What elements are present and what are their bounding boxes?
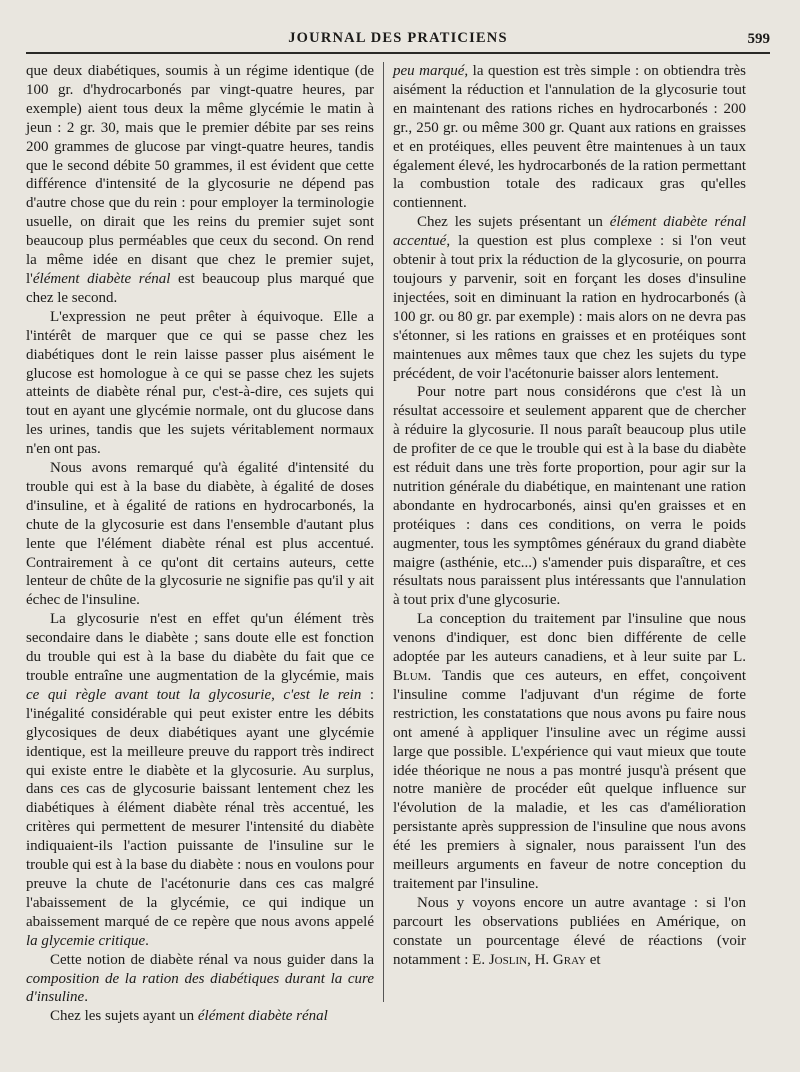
paragraph: [393, 894, 746, 970]
text-run: Nous y voyons encore un autre avantage : si l'on parcourt les observations publiées en Amérique, on constate un pourcentage élevé de réactions (voir notamment : E.: [393, 894, 746, 968]
text-run: .: [84, 989, 88, 1006]
text-run: , la question est très simple : on obtiendra très aisément la réduction et l'annulation de la glycosurie tout en maintenant des rations riches en hydrocarbonés : 200 gr., 250 gr. ou même 300 gr. Quant aux rations en graisses et en protéiques, elles peuvent être maintenues à un taux également élevé, les hydrocarbonés de la ration permettant la combustion totale des radicaux gras qu'elles contiennent.: [393, 63, 746, 212]
italic-term: ce qui règle avant tout la glycosurie, c'est le rein: [26, 686, 362, 703]
text-run: Chez les sujets présentant un: [417, 214, 610, 231]
text-run: . Tandis que ces auteurs, en effet, conçoivent l'insuline comme l'adjuvant d'un régime de forte restriction, les constatations que nous avons pu faire nous ont amené à appliquer l'insuline avec un régime aussi large que possible. L'expérience qui vaut mieux que toute idée théorique ne nous a pas montré jusqu'à présent que notre manière de procéder eût quelque influence sur l'évolution de la maladie, et les cas d'amélioration persistante après suppression de l'insuline que nous avons été les premiers à signaler, nous paraissent l'un des meilleurs arguments en faveur de notre conception du traitement par l'insuline.: [393, 668, 746, 892]
paragraph: Nous avons remarqué qu'à égalité d'intensité du trouble qui est à la base du diabète, à égalité de doses d'insuline, et à égalité de rations en hydrocarbonés, la chute de la glycosurie est dans l'ensemble d'autant plus lente que l'élément diabète rénal est plus accentué. Contrairement à ce qu'ont dit certains auteurs, cette lenteur de chûte de la glycosurie ne signifie pas qu'il y ait échec de l'insuline.: [26, 460, 374, 609]
header-rule: [26, 52, 770, 54]
text-run: : l'inégalité considérable qui peut exister entre les débits glycosiques de deux diabétiques ayant une glycémie identique, est la meilleure preuve du rapport très indirect qui existe entre le diabète et la glycosurie. Au surplus, dans ces cas de glycosurie baissant lentement chez les diabétiques à élément diabète rénal très accentué, les critères qui permettent de mesurer l'intensité du diabète indiquaient-ils l'action puissante de l'insuline sur le trouble qui est à la base du diabète : nous en voulons pour preuve la chute de l'acétonurie dans ces cas malgré l'abaissement de la glycémie, ce qui indique un abaissement marqué de ce repère que nous avons appelé: [26, 686, 374, 930]
paragraph: L'expression ne peut prêter à équivoque. Elle a l'intérêt de marquer que ce qui se passe chez les diabétiques dont le rein laisse passer plus aisément le glucose est homologue à ce qui se passe chez les sujets atteints de diabète rénal pur, c'est-à-dire, ces sujets qui tout en ayant une glycémie normale, ont du glucose dans les urines, tandis que les sujets véritablement normaux n'en ont pas.: [26, 308, 374, 458]
italic-term: élément diabète rénal: [32, 270, 171, 287]
italic-term: élément diabète rénal accentué: [393, 214, 746, 250]
page-header: [26, 30, 770, 52]
italic-term: élément diabète rénal: [197, 1008, 328, 1025]
author-name: Blum: [393, 668, 428, 684]
text-run: que deux diabétiques, soumis à un régime identique (de 100 gr. d'hydrocarbonés par vingt-quatre heures, par exemple) aient tous deux la même glycémie le matin à jeun : 2 gr. 30, mais que le premier débite par ses reins 200 grammes de glucose par vingt-quatre heures, tandis que le second débite 50 grammes, il est évident que cette différence d'intensité de la glycosurie ne dépend pas d'autre chose que du rein : pour employer la terminologie usuelle, on dirait que les reins du premier sujet sont beaucoup plus perméables que ceux du second. On rend la même idée en disant que chez le premier sujet, l': [26, 63, 374, 287]
paragraph: Pour notre part nous considérons que c'est là un résultat accessoire et seulement apparent que de chercher à réduire la glycosurie. Il nous paraît beaucoup plus utile de profiter de ce que le trouble qui est à la base du diabète est réduit dans une très forte proportion, pour agir sur la nutrition générale du diabétique, en maintenant une ration abondante en hydrocarbonés, ainsi qu'en graisses et en protéiques : dans ces conditions, on verra le poids augmenter, tous les symptômes généraux du grand diabète maigre (asthénie, etc...) s'amender puis disparaître, et ces résultats nous paraissent plus intéressants que l'annulation à tout prix d'une glycosurie.: [393, 384, 746, 609]
paragraph: [393, 610, 746, 894]
left-column: [26, 62, 374, 1026]
italic-term: composition de la ration des diabétiques durant la cure d'insuline: [26, 970, 374, 1006]
italic-term: la glycemie critique: [26, 932, 146, 949]
paragraph: [393, 62, 746, 213]
text-run: , H.: [527, 951, 553, 968]
text-run: La conception du traitement par l'insuline que nous venons d'indiquer, est donc bien différente de celle adoptée par les auteurs canadiens, et à leur suite par L.: [393, 611, 746, 666]
text-run: , la question est plus complexe : si l'on veut obtenir à tout prix la réduction de la glycosurie, on pourra toujours y parvenir, soit en forçant les doses d'insuline injectées, soit en diminuant la ration en hydrocarbonés (à 100 gr. ou 80 gr. par exemple) : mais alors on ne devra pas s'étonner, si les rations en graisses et en protéiques sont maintenues aux mêmes taux que chez les sujets du type précédent, de voir l'acétonurie baisser alors lentement.: [393, 233, 746, 382]
paragraph: [26, 1007, 374, 1026]
running-title: JOURNAL DES PRATICIENS: [288, 30, 508, 46]
page-number: 599: [747, 31, 770, 47]
text-run: La glycosurie n'est en effet qu'un élément très secondaire dans le diabète ; sans doute elle est fonction du trouble qui est à la base du diabète du fait que ce trouble entraîne une augmentation de la glycémie, mais: [26, 611, 374, 684]
text-run: et: [585, 951, 601, 968]
paragraph: [393, 213, 746, 383]
paragraph: [26, 62, 374, 308]
text-run: Cette notion de diabète rénal va nous guider dans la: [50, 951, 374, 968]
author-name: Joslin: [488, 951, 528, 968]
italic-term: peu marqué: [393, 63, 465, 79]
text-run: est beaucoup plus marqué que chez le second.: [26, 270, 374, 306]
paragraph: [26, 951, 374, 1008]
column-divider: [383, 62, 384, 1002]
author-name: Gray: [552, 951, 586, 968]
text-run: .: [145, 932, 149, 949]
paragraph: [26, 610, 374, 950]
right-column: [393, 62, 746, 970]
text-run: Chez les sujets ayant un: [50, 1008, 198, 1025]
